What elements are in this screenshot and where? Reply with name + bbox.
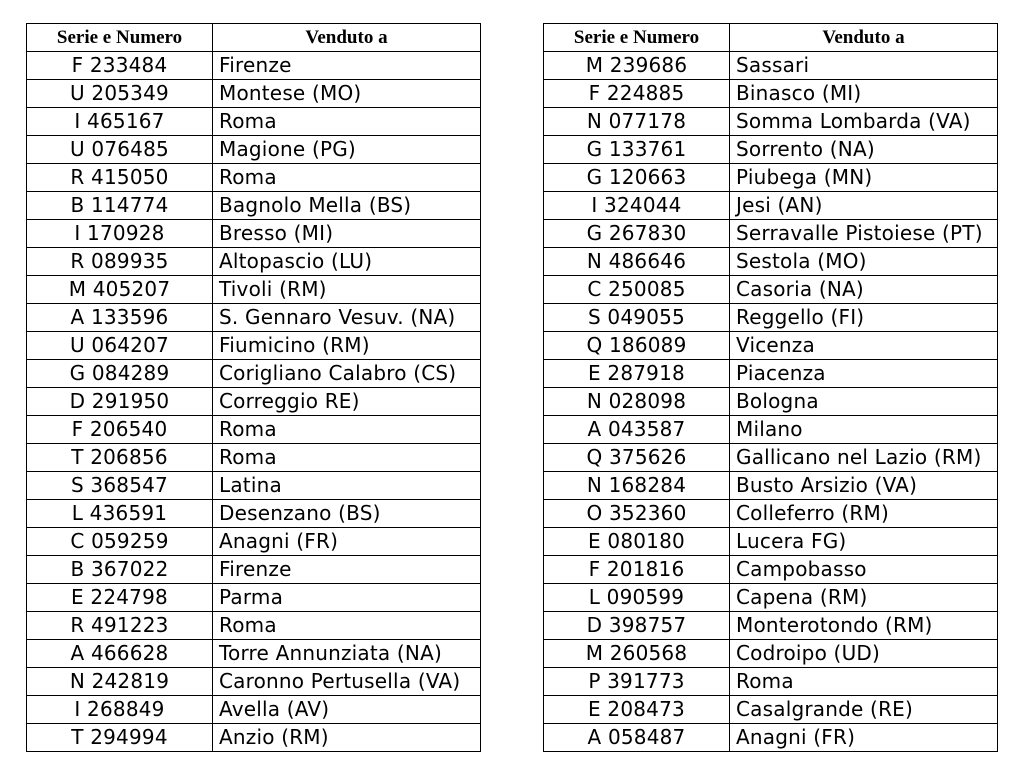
sold-to-cell: Tivoli (RM) [213,276,481,304]
table-row [544,52,998,80]
serial-number-header: Serie e Numero [27,24,213,52]
table-row [544,360,998,388]
table-body-right [544,52,998,752]
sold-to-header: Venduto a [730,24,998,52]
sold-to-cell: Parma [213,584,481,612]
table-row [544,500,998,528]
header-row [27,24,481,52]
serial-number-cell: I 268849 [27,696,213,724]
sold-to-cell: Caronno Pertusella (VA) [213,668,481,696]
serial-number-cell: C 250085 [544,276,730,304]
table-row [27,276,481,304]
table-row [27,192,481,220]
table-row [27,416,481,444]
serial-number-cell: M 260568 [544,640,730,668]
table-row [544,388,998,416]
table-row [544,640,998,668]
table-row [544,220,998,248]
serial-number-cell: N 168284 [544,472,730,500]
sold-to-cell: Bresso (MI) [213,220,481,248]
serial-number-cell: I 324044 [544,192,730,220]
table-row [27,220,481,248]
serial-number-cell: F 201816 [544,556,730,584]
sold-to-cell: Sassari [730,52,998,80]
serial-number-cell: D 291950 [27,388,213,416]
serial-number-cell: T 206856 [27,444,213,472]
table-row [544,276,998,304]
sold-to-cell: Somma Lombarda (VA) [730,108,998,136]
serial-number-cell: S 049055 [544,304,730,332]
serial-number-cell: B 367022 [27,556,213,584]
table-row [544,584,998,612]
sold-to-cell: Gallicano nel Lazio (RM) [730,444,998,472]
table-row [27,304,481,332]
sold-to-cell: Sestola (MO) [730,248,998,276]
sold-to-cell: Montese (MO) [213,80,481,108]
serial-number-cell: U 076485 [27,136,213,164]
sold-to-cell: Bagnolo Mella (BS) [213,192,481,220]
sold-to-cell: Jesi (AN) [730,192,998,220]
serial-number-cell: P 391773 [544,668,730,696]
sold-to-cell: Busto Arsizio (VA) [730,472,998,500]
serial-number-cell: E 224798 [27,584,213,612]
serial-number-cell: G 084289 [27,360,213,388]
sold-to-cell: Casalgrande (RE) [730,696,998,724]
serial-number-cell: R 415050 [27,164,213,192]
serial-number-cell: Q 186089 [544,332,730,360]
sold-to-cell: Altopascio (LU) [213,248,481,276]
serial-number-cell: N 028098 [544,388,730,416]
serial-number-header: Serie e Numero [544,24,730,52]
table-row [544,108,998,136]
serial-number-cell: L 090599 [544,584,730,612]
table-row [27,360,481,388]
table-row [27,52,481,80]
table-row [27,640,481,668]
sold-to-header: Venduto a [213,24,481,52]
sold-to-cell: Roma [213,416,481,444]
table-row [27,136,481,164]
sold-to-cell: Anagni (FR) [730,724,998,752]
sold-to-cell: Lucera FG) [730,528,998,556]
table-row [544,136,998,164]
serial-number-cell: I 465167 [27,108,213,136]
sold-to-cell: Piacenza [730,360,998,388]
table-row [544,472,998,500]
sold-to-cell: Latina [213,472,481,500]
table-row [27,612,481,640]
table-row [544,668,998,696]
table-row [544,192,998,220]
serial-number-cell: E 208473 [544,696,730,724]
serial-number-cell: R 089935 [27,248,213,276]
sold-to-cell: Desenzano (BS) [213,500,481,528]
table-row [544,612,998,640]
serial-number-cell: T 294994 [27,724,213,752]
sold-to-cell: Casoria (NA) [730,276,998,304]
serial-number-cell: M 239686 [544,52,730,80]
table-row [27,500,481,528]
table-row [27,332,481,360]
table-row [27,556,481,584]
sold-to-cell: Capena (RM) [730,584,998,612]
serial-number-cell: M 405207 [27,276,213,304]
sold-to-cell: Avella (AV) [213,696,481,724]
table-row [544,724,998,752]
serial-number-cell: O 352360 [544,500,730,528]
table-row [544,528,998,556]
table-row [544,444,998,472]
serial-number-cell: A 058487 [544,724,730,752]
serial-number-cell: L 436591 [27,500,213,528]
serial-number-cell: N 242819 [27,668,213,696]
serial-number-cell: E 287918 [544,360,730,388]
sold-to-cell: Serravalle Pistoiese (PT) [730,220,998,248]
table-body-left [27,52,481,752]
serial-number-cell: C 059259 [27,528,213,556]
table-row [544,80,998,108]
serial-number-cell: B 114774 [27,192,213,220]
sold-to-cell: Sorrento (NA) [730,136,998,164]
sold-to-cell: Roma [213,444,481,472]
serial-number-cell: I 170928 [27,220,213,248]
sold-to-cell: Roma [730,668,998,696]
table-row [27,668,481,696]
sold-to-cell: Vicenza [730,332,998,360]
header-row [544,24,998,52]
sold-to-cell: Firenze [213,556,481,584]
serial-number-cell: F 224885 [544,80,730,108]
serial-number-cell: S 368547 [27,472,213,500]
winning-tickets-table-left [26,23,481,752]
table-row [544,304,998,332]
sold-to-cell: Anzio (RM) [213,724,481,752]
table-row [27,248,481,276]
serial-number-cell: F 233484 [27,52,213,80]
sold-to-cell: Roma [213,612,481,640]
table-row [544,332,998,360]
sold-to-cell: Reggello (FI) [730,304,998,332]
serial-number-cell: F 206540 [27,416,213,444]
table-row [27,724,481,752]
serial-number-cell: G 267830 [544,220,730,248]
sold-to-cell: Monterotondo (RM) [730,612,998,640]
serial-number-cell: R 491223 [27,612,213,640]
sold-to-cell: Piubega (MN) [730,164,998,192]
table-row [27,528,481,556]
table-row [544,164,998,192]
sold-to-cell: Campobasso [730,556,998,584]
sold-to-cell: Anagni (FR) [213,528,481,556]
sold-to-cell: Torre Annunziata (NA) [213,640,481,668]
table-row [27,108,481,136]
table-row [27,584,481,612]
sold-to-cell: Colleferro (RM) [730,500,998,528]
sold-to-cell: Firenze [213,52,481,80]
sold-to-cell: Correggio RE) [213,388,481,416]
sold-to-cell: Binasco (MI) [730,80,998,108]
table-row [27,696,481,724]
winning-tickets-table-right [543,23,998,752]
sold-to-cell: Milano [730,416,998,444]
table-row [27,388,481,416]
serial-number-cell: Q 375626 [544,444,730,472]
serial-number-cell: G 133761 [544,136,730,164]
sold-to-cell: Roma [213,108,481,136]
serial-number-cell: U 064207 [27,332,213,360]
table-row [544,696,998,724]
sold-to-cell: Fiumicino (RM) [213,332,481,360]
serial-number-cell: E 080180 [544,528,730,556]
sold-to-cell: Corigliano Calabro (CS) [213,360,481,388]
table-row [27,80,481,108]
table-row [27,444,481,472]
sold-to-cell: S. Gennaro Vesuv. (NA) [213,304,481,332]
table-row [27,472,481,500]
sold-to-cell: Magione (PG) [213,136,481,164]
serial-number-cell: N 077178 [544,108,730,136]
sold-to-cell: Bologna [730,388,998,416]
table-row [544,248,998,276]
serial-number-cell: A 466628 [27,640,213,668]
serial-number-cell: G 120663 [544,164,730,192]
serial-number-cell: N 486646 [544,248,730,276]
sold-to-cell: Codroipo (UD) [730,640,998,668]
serial-number-cell: U 205349 [27,80,213,108]
table-row [544,556,998,584]
serial-number-cell: A 133596 [27,304,213,332]
table-row [27,164,481,192]
table-row [544,416,998,444]
serial-number-cell: A 043587 [544,416,730,444]
sold-to-cell: Roma [213,164,481,192]
serial-number-cell: D 398757 [544,612,730,640]
